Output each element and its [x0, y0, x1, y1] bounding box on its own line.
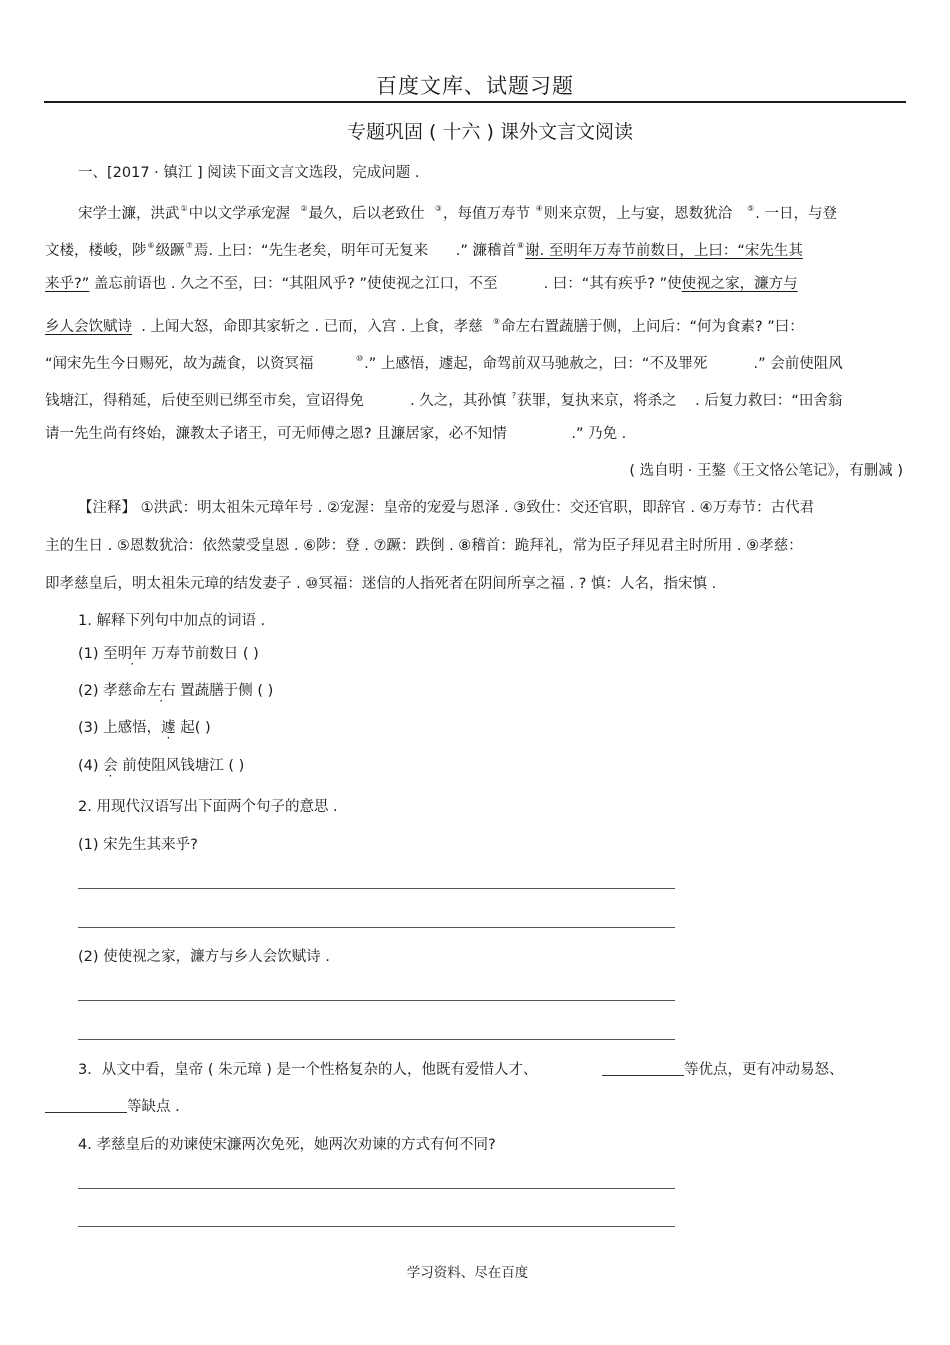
passage-line-5: “闻宋先生今日赐死，故为蔬食，以资冥福 ⑩.” 上感悟，遽起，命驾前双马驰赦之，曰：“不及罪死 .” 会前使阻风 — [45, 354, 843, 372]
page-footer: 学习资料、尽在百度 — [406, 1265, 529, 1281]
note-ref: ? — [511, 391, 517, 400]
note-ref: ② — [300, 204, 308, 213]
dotted-word: 左右 — [146, 683, 176, 699]
source-citation: ( 选自明 · 王鏊《王文恪公笔记》，有删减 ) — [629, 463, 903, 479]
passage-line-3: 来乎?” 盖忘前语也 . 久之不至，曰：“其阻风乎? ”使使视之江口，不至 . 曰：“其有疾乎? ”使使视之家，濂方与 — [45, 276, 798, 292]
answer-line[interactable] — [78, 1188, 675, 1189]
passage-line-6: 钱塘江，得稍延，后使至则已绑至市矣，宣诏得免 . 久之，其孙慎 ?获罪，复执来京，将杀之 . 后复力救曰：“田舍翁 — [45, 391, 843, 409]
passage-line-4: 乡人会饮赋诗 . 上闻大怒，命即其家斩之 . 已而，入宫 . 上食，孝慈 ⑨命左右置蔬膳于侧，上问后：“何为食素? ”曰： — [45, 317, 804, 335]
fill-blank[interactable] — [602, 1061, 684, 1076]
passage-line-1: 宋学士濂，洪武①中以文学承宠渥 ②最久，后以老致仕 ③，每值万寿节 ④则来京贺，上与宴，恩数犹洽 ⑤. 一日，与登 — [78, 204, 837, 222]
notes-line-2: 主的生日 . ⑤恩数犹洽：依然蒙受皇恩 . ⑥陟：登 . ⑦蹶：跌倒 . ⑧稽首：跪拜礼，常为臣子拜见君主时所用 . ⑨孝慈： — [45, 538, 803, 554]
note-ref: ① — [180, 204, 188, 213]
section-intro: 一、[2017 · 镇江 ] 阅读下面文言文选段，完成问题 . — [78, 165, 420, 181]
note-ref: ④ — [535, 204, 543, 213]
passage-line-2: 文楼，楼峻，陟⑥级蹶⑦焉. 上曰：“先生老矣，明年可无复来 .” 濂稽首⑧谢. 至明年万寿节前数日，上曰：“宋先生其 — [45, 241, 803, 259]
answer-line[interactable] — [78, 888, 675, 889]
fill-blank[interactable] — [45, 1098, 127, 1113]
question-2-sentence-2: (2) 使使视之家，濂方与乡人会饮赋诗 . — [78, 949, 330, 965]
header-title: 百度文库、试题习题 — [376, 74, 574, 98]
question-1-item-3: (3) 上感悟，遽 起( ) — [78, 720, 211, 736]
answer-line[interactable] — [78, 1000, 675, 1001]
question-2-sentence-1: (1) 宋先生其来乎? — [78, 837, 198, 853]
question-1-item-1: (1) 至明年 万寿节前数日 ( ) — [78, 646, 259, 662]
question-2-title: 2. 用现代汉语写出下面两个句子的意思 . — [78, 799, 338, 815]
note-ref: ⑦ — [185, 241, 193, 250]
notes-line-3: 即孝慈皇后，明太祖朱元璋的结发妻子 . ⑩冥福：迷信的人指死者在阴间所享之福 . ? 慎：人名，指宋慎 . — [45, 576, 717, 592]
question-1-item-2: (2) 孝慈命左右 置蔬膳于侧 ( ) — [78, 683, 274, 699]
answer-line[interactable] — [78, 1039, 675, 1040]
question-1-title: 1. 解释下列句中加点的词语 . — [78, 613, 266, 629]
note-ref: ⑧ — [516, 241, 525, 250]
question-3-line-1: 3．从文中看，皇帝 ( 朱元璋 ) 是一个性格复杂的人，他既有爱惜人才、 等优点，更有冲动易怒、 — [78, 1062, 844, 1078]
dotted-word: 明年 — [117, 646, 147, 662]
passage-line-7: 请一先生尚有终始，濂教太子诸王，可无师傅之恩? 且濂居家，必不知情 .” 乃免 . — [45, 426, 627, 442]
answer-line[interactable] — [78, 1226, 675, 1227]
question-1-item-4: (4) 会 前使阻风钱塘江 ( ) — [78, 758, 245, 774]
notes-line-1: 【注释】 ①洪武：明太祖朱元璋年号 . ②宠渥：皇帝的宠爱与恩泽 . ③致仕：交还官职，即辞官 . ④万寿节：古代君 — [78, 500, 815, 516]
dotted-word: 遽 — [161, 720, 176, 736]
note-ref: ⑥ — [147, 241, 155, 250]
note-ref: ③ — [434, 204, 442, 213]
question-4-title: 4. 孝慈皇后的劝谏使宋濂两次免死，她两次劝谏的方式有何不同? — [78, 1137, 496, 1153]
note-ref: ⑨ — [492, 317, 500, 326]
note-ref: ⑤ — [747, 204, 755, 213]
answer-line[interactable] — [78, 927, 675, 928]
note-ref: ⑩ — [356, 354, 364, 363]
dotted-word: 会 — [103, 758, 118, 774]
question-3-line-2: 等缺点 . — [45, 1097, 180, 1117]
document-title: 专题巩固 ( 十六 ) 课外文言文阅读 — [347, 121, 633, 143]
header-divider — [44, 101, 906, 103]
